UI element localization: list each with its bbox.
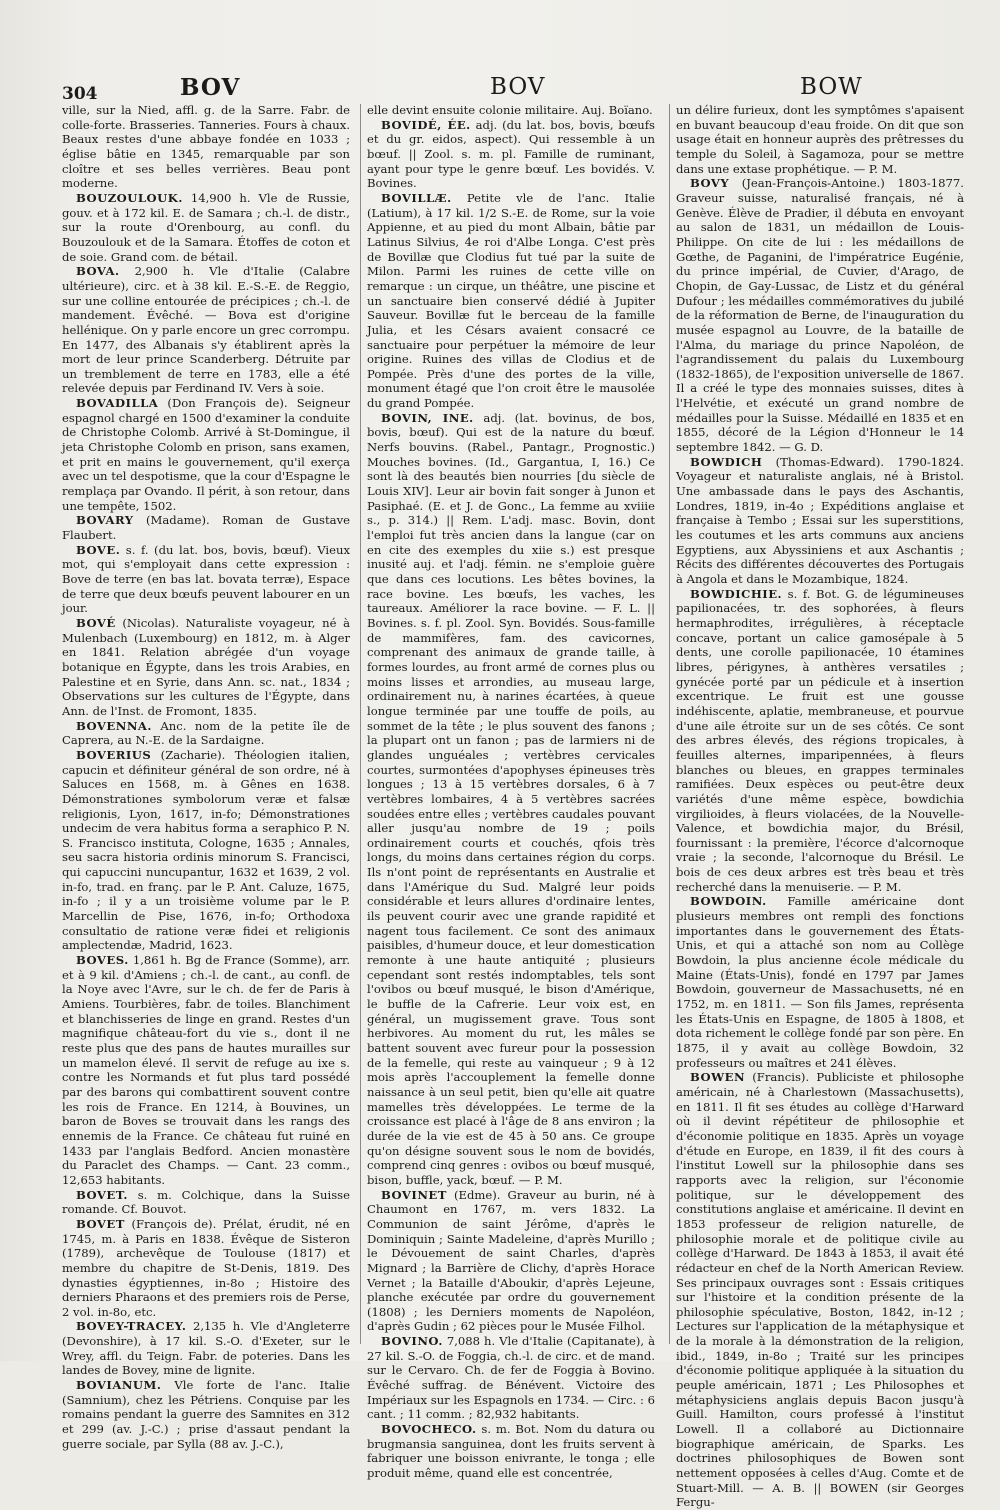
entry-body: (Jean-François-Antoine.) 1803-1877. Graveur suisse, naturalisé français, né à Genève. Élève de Pradier, il débuta en envoyant au salon de 1831, un médaillon de Louis-Philippe. On cite de lui : les médaillons de Gœthe, de Paganini, de l'impératrice Eugénie, du prince impérial, de Cuvier, d'Arago, de Chopin, de Gay-Lussac, de Listz et du général Dufour ; les médailles commémoratives du jubilé de la réformation de Berne, de l'inauguration du musée espagnol au Louvre, de la bataille de l'Alma, du mariage du prince Napoléon, de l'agrandissement du palais du Luxembourg (1832-1865), de l'exposition universelle de 1867. Il a créé le type des monnaies suisses, dites à l'Helvétie, et exécuté un grand nombre de médailles pour la Suisse. Médaillé en 1835 et en 1855, décoré de la Légion d'Honneur le 14 septembre 1842. — G. D. bbox=[676, 176, 964, 455]
entry-headword: BOVEY-TRACEY. bbox=[76, 1319, 187, 1334]
dictionary-entry bbox=[676, 103, 964, 176]
entry-headword: BOWDICHIE. bbox=[690, 586, 783, 601]
entry-body: adj. (du lat. bos, bovis, bœufs et du gr. eidos, aspect). Qui ressemble à un bœuf. || Zool. s. m. pl. Famille de ruminant, ayant pour type le genre bœuf. Les bovidés. V. Bovines. bbox=[367, 117, 655, 191]
dictionary-entry bbox=[367, 103, 655, 118]
dictionary-entry bbox=[367, 1188, 655, 1335]
dictionary-entry bbox=[62, 543, 350, 616]
entry-headword: BOVY bbox=[690, 176, 730, 191]
entry-headword: BOVOCHECO. bbox=[381, 1422, 477, 1437]
entry-headword: BOVADILLA bbox=[76, 396, 159, 411]
entry-body: s. f. (du lat. bos, bovis, bœuf). Vieux mot, qui s'employait dans cette expression : Bove de terre (en bas lat. bovata terræ), Espace de terre que deux bœufs peuvent labourer en un jour. bbox=[62, 542, 350, 616]
text-column-3 bbox=[676, 103, 964, 1510]
entry-body: 14,900 h. Vle de Russie, gouv. et à 172 kil. E. de Samara ; ch.-l. de distr., sur la route d'Orenbourg, au confl. du Bouzoulouk et de la Samara. Étoffes de coton et de soie. Grand com. de bétail. bbox=[62, 190, 350, 264]
dictionary-entry bbox=[62, 748, 350, 953]
entry-headword: BOWDOIN. bbox=[690, 894, 767, 909]
dictionary-entry bbox=[62, 719, 350, 748]
dictionary-entry bbox=[676, 587, 964, 895]
entry-headword: BOVILLÆ. bbox=[381, 190, 452, 205]
dictionary-entry bbox=[62, 513, 350, 542]
entry-body: Petite vle de l'anc. Italie (Latium), à 17 kil. 1/2 S.-E. de Rome, sur la voie Appienne, et au pied du mont Albain, bâtie par Latinus Silvius, 4e roi d'Albe Longa. C'est près de Bovillæ que Clodius fut tué par la suite de Milon. Parmi les ruines de cette ville on remarque : un cirque, un théâtre, une piscine et un sanctuaire bien conservé dédié à Jupiter Sauveur. Bovillæ fut le berceau de la famille Julia, et les Césars avaient consacré ce sanctuaire pour perpétuer la mémoire de leur origine. Ruines des villas de Clodius et de Pompée. Près d'une des portes de la ville, monument étagé que l'on croit être le mausolée du grand Pompée. bbox=[367, 190, 655, 411]
entry-headword: BOVES. bbox=[76, 953, 129, 968]
entry-headword: BOWDICH bbox=[690, 454, 763, 469]
entry-body: (François de). Prélat, érudit, né en 1745, m. à Paris en 1838. Évêque de Sisteron (1789), archevêque de Toulouse (1817) et membre du chapitre de St-Denis, 1819. Des dynasties égyptiennes, in-8o ; Histoire des derniers Pharaons et des premiers rois de Perse, 2 vol. in-8o, etc. bbox=[62, 1216, 350, 1319]
dictionary-entry bbox=[62, 1217, 350, 1320]
text-column-2 bbox=[367, 103, 655, 1481]
entry-headword: BOVÉ bbox=[76, 615, 116, 630]
entry-headword: BOWEN bbox=[690, 1070, 746, 1085]
entry-body: s. m. Colchique, dans la Suisse romande. Cf. Bouvot. bbox=[62, 1187, 350, 1217]
dictionary-entry bbox=[367, 1422, 655, 1481]
entry-headword: BOVERIUS bbox=[76, 747, 152, 762]
entry-body: s. f. Bot. G. de légumineuses papilionacées, tr. des sophorées, à fleurs hermaphrodites, irrégulières, à réceptacle concave, portant un calice gamosépale à 5 dents, une corolle papilionacée, 10 étamines libres, périgynes, à anthères versatiles ; gynécée porté par un pédicule et à insertion excentrique. Le fruit est une gousse indéhiscente, aplatie, membraneuse, et pourvue d'une aile étroite sur un de ses côtés. Ce sont des arbres élevés, des régions tropicales, à feuilles alternes, imparipennées, à fleurs blanches ou bleues, en grappes terminales ramifiées. Deux espèces ou peut-être deux variétés d'une même espèce, bowdichia virgilioides, à fleurs violacées, de la Nouvelle-Valence, et bowdichia major, du Brésil, fournissant : la première, l'écorce d'alcornoque vraie ; la seconde, l'alcornoque du Brésil. Le bois de ces deux arbres est très beau et très recherché dans la menuiserie. — P. M. bbox=[676, 586, 964, 894]
dictionary-entry bbox=[62, 396, 350, 513]
entry-body: 7,088 h. Vle d'Italie (Capitanate), à 27 kil. S.-O. de Foggia, ch.-l. de circ. et de mand. sur le Cervaro. Ch. de fer de Foggia à Bovino. Évêché suffrag. de Bénévent. Victoire des Impériaux sur les Espagnols en 1734. — Circ. : 6 cant. ; 11 comm. ; 82,932 habitants. bbox=[367, 1334, 655, 1422]
text-column-1 bbox=[62, 103, 350, 1451]
entry-headword: BOUZOULOUK. bbox=[76, 190, 183, 205]
entry-body: (Madame). Roman de Gustave Flaubert. bbox=[62, 513, 350, 543]
dictionary-entry bbox=[367, 1334, 655, 1422]
entry-body: elle devint ensuite colonie militaire. Auj. Boïano. bbox=[367, 103, 653, 117]
entry-body: Anc. nom de la petite île de Caprera, au N.-E. de la Sardaigne. bbox=[62, 718, 350, 748]
dictionary-entry bbox=[62, 1188, 350, 1217]
entry-body: 2,900 h. Vle d'Italie (Calabre ultérieure), circ. et à 38 kil. E.-S.-E. de Reggio, sur une colline entourée de précipices ; ch.-l. de mandement. Évêché. — Bova est d'origine hellénique. On y parle encore un grec corrompu. En 1477, des Albanais s'y établirent après la mort de leur prince Scanderberg. Détruite par un tremblement de terre en 1783, elle a été relevée depuis par Ferdinand IV. Vers à soie. bbox=[62, 264, 350, 396]
entry-body: (Don François de). Seigneur espagnol chargé en 1500 d'examiner la conduite de Christophe Colomb. Arrivé à St-Domingue, il jeta Christophe Colomb en prison, sans examen, et prit en mains le gouvernement, qu'il exerça avec un tel despotisme, que la cour d'Espagne le remplaça par Ovando. Il périt, à son retour, dans une tempête, 1502. bbox=[62, 396, 350, 513]
entry-headword: BOVENNA. bbox=[76, 718, 152, 733]
entry-body: Famille américaine dont plusieurs membres ont rempli des fonctions importantes dans le gouvernement des États-Unis, et qui a attaché son nom au Collège Bowdoin, la plus ancienne école médicale du Maine (États-Unis), fondé en 1797 par James Bowdoin, gouverneur de Massachusetts, né en 1752, m. en 1811. — Son fils James, représenta les États-Unis en Espagne, de 1805 à 1808, et dota richement le collège fondé par son père. En 1875, il y avait au collège Bowdoin, 32 professeurs ou maîtres et 241 élèves. bbox=[676, 894, 964, 1070]
entry-body: un délire furieux, dont les symptômes s'apaisent en buvant beaucoup d'eau froide. On dit que son usage était en honneur auprès des prêtresses du temple du Soleil, à Sagamoza, pour se mettre dans une extase prophétique. — P. M. bbox=[676, 103, 964, 176]
entry-headword: BOVE. bbox=[76, 542, 121, 557]
dictionary-entry bbox=[62, 1378, 350, 1451]
entry-body: 2,135 h. Vle d'Angleterre (Devonshire), à 17 kil. S.-O. d'Exeter, sur le Wrey, affl. du Teign. Fabr. de poteries. Dans les landes de Bovey, mine de lignite. bbox=[62, 1319, 350, 1378]
entry-headword: BOVA. bbox=[76, 264, 120, 279]
entry-headword: BOVET bbox=[76, 1216, 125, 1231]
dictionary-entry bbox=[676, 1070, 964, 1510]
running-head-left: BOV bbox=[180, 74, 241, 101]
entry-body: 1,861 h. Bg de France (Somme), arr. et à 9 kil. d'Amiens ; ch.-l. de cant., au confl. de la Noye avec l'Avre, sur le ch. de fer de Paris à Amiens. Tourbières, fabr. de toiles. Blanchiment et blanchisseries de linge en grand. Restes d'un magnifique château-fort du vie s., dont il ne reste plus que des pans de hautes murailles sur un mamelon élevé. Il servit de refuge au ixe s. contre les Normands et fut plus tard possédé par des barons qui combattirent souvent contre les rois de France. En 1214, à Bouvines, un baron de Boves se trouvait dans les rangs des ennemis de la France. Ce château fut ruiné en 1433 par l'anglais Bedford. Ancien monastère du Paraclet des Champs. — Cant. 23 comm., 12,653 habitants. bbox=[62, 953, 350, 1187]
entry-body: (Nicolas). Naturaliste voyageur, né à Mulenbach (Luxembourg) en 1812, m. à Alger en 1841. Relation abrégée d'un voyage botanique en Égypte, dans les trois Arabies, en Palestine et en Syrie, dans Ann. sc. nat., 1834 ; Observations sur les cultures de l'Égypte, dans Ann. de l'Inst. de Fromont, 1835. bbox=[62, 615, 350, 718]
dictionary-entry bbox=[62, 1319, 350, 1378]
dictionary-entry bbox=[62, 264, 350, 396]
dictionary-entry bbox=[62, 616, 350, 719]
column-divider bbox=[669, 104, 670, 1344]
dictionary-entry bbox=[62, 103, 350, 191]
entry-body: (Zacharie). Théologien italien, capucin et définiteur général de son ordre, né à Saluces en 1568, m. à Gênes en 1638. Démonstrationes symbolorum veræ et falsæ religionis, Lyon, 1617, in-fo; Démonstrationes undecim de vera habitus forma a seraphico P. N. S. Francisco instituta, Cologne, 1635 ; Annales, seu sacra historia ordinis minorum S. Francisci, qui capuccini nuncupantur, 1632 et 1639, 2 vol. in-fo, trad. en franç. par le P. Ant. Caluze, 1675, in-fo ; il y a un troisième volume par le P. Marcellin de Pise, 1676, in-fo; Orthodoxa consultatio de ratione veræ fidei et religionis amplectendæ, Madrid, 1623. bbox=[62, 747, 350, 953]
dictionary-entry bbox=[676, 455, 964, 587]
entry-body: Vle forte de l'anc. Italie (Samnium), chez les Pétriens. Conquise par les romains pendant la guerre des Samnites en 312 et 299 (av. J.-C.) ; prise d'assaut pendant la guerre sociale, par Sylla (88 av. J.-C.), bbox=[62, 1378, 350, 1451]
entry-body: ville, sur la Nied, affl. g. de la Sarre. Fabr. de colle-forte. Brasseries. Tanneries. Fours à chaux. Beaux restes d'une abbaye fondée en 1033 ; église bâtie en 1345, remarquable par son cloître et ses belles verrières. Beau pont moderne. bbox=[62, 103, 350, 191]
entry-body: (Francis). Publiciste et philosophe américain, né à Charlestown (Massachusetts), en 1811. Il fit ses études au collège d'Harward où il devint répétiteur de philosophie et d'économie politique en 1835. Après un voyage d'étude en Europe, en 1839, il fit des cours à l'institut Lowell sur la philosophie dans ses rapports avec la religion, sur l'économie politique, sur le développement des constitutions anglaise et américaine. Il devint en 1853 professeur de religion naturelle, de philosophie morale et de politique civile au collège d'Harward. De 1843 à 1853, il avait été rédacteur en chef de la North American Review. Ses principaux ouvrages sont : Essais critiques sur l'histoire et la condition présente de la philosophie spéculative, Boston, 1842, in-12 ; Lectures sur l'application de la métaphysique et de la morale à la démonstration de la religion, ibid., 1849, in-8o ; Traité sur les principes d'économie politique appliquée à la situation du peuple américain, 1871 ; Les Philosophes et métaphysiciens anglais depuis Bacon jusqu'à Guill. Hamilton, cours professé à l'institut Lowell. Il a collaboré au Dictionnaire biographique américain, de Sparks. Les doctrines philosophiques de Bowen sont nettement opposées à celles d'Aug. Comte et de Stuart-Mill. — A. B. || BOWEN (sir Georges Fergu- bbox=[676, 1070, 964, 1510]
dictionary-entry bbox=[676, 894, 964, 1070]
dictionary-entry bbox=[367, 411, 655, 1188]
entry-headword: BOVIDÉ, ÉE. bbox=[381, 117, 471, 132]
dictionary-entry bbox=[62, 953, 350, 1188]
entry-body: (Edme). Graveur au burin, né à Chaumont en 1767, m. vers 1832. La Communion de saint Jérôme, d'après le Dominiquin ; Sainte Madeleine, d'après Murillo ; le Dévouement de saint Charles, d'après Mignard ; la Barrière de Clichy, d'après Horace Vernet ; la Bataille d'Aboukir, d'après Lejeune, planche exécutée par ordre du gouvernement (1808) ; les Derniers moments de Napoléon, d'après Gudin ; 62 pièces pour le Musée Filhol. bbox=[367, 1187, 655, 1334]
entry-headword: BOVINET bbox=[381, 1187, 447, 1202]
dictionary-entry bbox=[367, 191, 655, 411]
running-head-center: BOV bbox=[490, 74, 546, 100]
entry-headword: BOVET. bbox=[76, 1187, 128, 1202]
entry-headword: BOVINO. bbox=[381, 1334, 443, 1349]
entry-body: adj. (lat. bovinus, de bos, bovis, bœuf). Qui est de la nature du bœuf. Nerfs bouvins. (Rabel., Pantagr., Prognostic.) Mouches bovines. (Id., Gargantua, I, 16.) Ce sont là des beautés bien nourries [du siècle de Louis XIV]. Leur air bovin fait songer à Junon et Pasiphaé. (E. et J. de Gonc., La femme au xviiie s., p. 314.) || Rem. L'adj. masc. Bovin, dont l'emploi fut très ancien dans la langue (car on en cite des exemples du xiie s.) est presque inusité auj. et l'adj. fémin. ne s'emploie guère que dans ces locutions. Les bêtes bovines, la race bovine. Les bœufs, les vaches, les taureaux. Améliorer la race bovine. — F. L. || Bovines. s. f. pl. Zool. Syn. Bovidés. Sous-famille de mammifères, fam. des cavicornes, comprenant des animaux de grande taille, à formes lourdes, au front armé de cornes plus ou moins lisses et arrondies, au museau large, ordinairement nu, à narines écartées, à queue longue terminée par une touffe de poils, au sommet de la tête ; le plus souvent des fanons ; la plupart ont un fanon ; pas de larmiers ni de glandes unguéales ; vertèbres cervicales courtes, surmontées d'apophyses épineuses très longues ; 13 à 15 vertèbres dorsales, 6 à 7 vertèbres lombaires, 4 à 5 vertèbres sacrées soudées entre elles ; vertèbres caudales pouvant aller jusqu'au nombre de 19 ; poils ordinairement courts et couchés, qfois très longs, du moins dans certaines région du corps. Ils n'ont point de représentants en Australie et dans l'Amérique du Sud. Malgré leur poids considérable et leurs allures d'ordinaire lentes, ils peuvent courir avec une grande rapidité et nagent tous facilement. Ce sont des animaux paisibles, d'humeur douce, et leur domestication remonte à une haute antiquité ; plusieurs cependant sont restés indomptables, tels sont l'ovibos ou bœuf musqué, le bison d'Amérique, le buffle de la Cafrerie. Leur voix est, en général, un mugissement grave. Tous sont herbivores. Au moment du rut, les mâles se battent souvent avec fureur pour la possession de la femelle, qui reste au vainqueur ; 9 à 12 mois après l'accouplement la femelle donne naissance à un seul petit, bien qu'elle ait quatre mamelles très développées. Le terme de la croissance est placé à l'âge de 8 ans environ ; la durée de la vie est de 45 à 50 ans. Ce groupe qu'on désigne souvent sous le nom de bovidés, comprend cinq genres : ovibos ou bœuf musqué, bison, buffle, yack, bœuf. — P. M. bbox=[367, 410, 655, 1187]
dictionary-entry bbox=[676, 176, 964, 454]
running-head-right: BOW bbox=[800, 74, 863, 100]
dictionary-entry bbox=[367, 118, 655, 191]
entry-body: s. m. Bot. Nom du datura ou brugmansia sanguinea, dont les fruits servent à fabriquer une boisson enivrante, le tonga ; elle produit même, quand elle est concentrée, bbox=[367, 1422, 655, 1481]
column-divider bbox=[360, 104, 361, 1344]
entry-headword: BOVIN, INE. bbox=[381, 410, 474, 425]
dictionary-entry bbox=[62, 191, 350, 264]
entry-headword: BOVIANUM. bbox=[76, 1378, 162, 1393]
page-number: 304 bbox=[62, 84, 98, 104]
entry-headword: BOVARY bbox=[76, 513, 134, 528]
entry-body: (Thomas-Edward). 1790-1824. Voyageur et naturaliste anglais, né à Bristol. Une ambassade dans le pays des Aschantis, Londres, 1819, in-4o ; Expéditions anglaise et française à Tembo ; Essai sur les superstitions, les coutumes et les arts communs aux anciens Egyptiens, aux Abyssiniens et aux Aschantis ; Récits des différentes découvertes des Portugais à Angola et dans le Mozambique, 1824. bbox=[676, 454, 964, 586]
